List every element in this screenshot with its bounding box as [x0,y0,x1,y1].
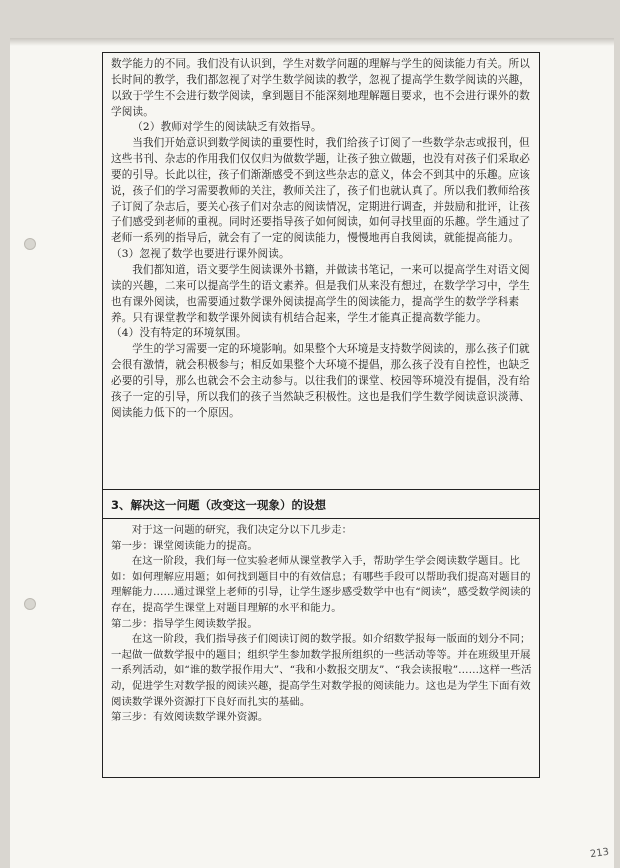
section2-text [111,57,533,421]
paragraph: 数学能力的不同。我们没有认识到，学生对数学问题的理解与学生的阅读能力有关。所以长时间的教学，我们都忽视了对学生数学阅读的教学，忽视了提高学生数学阅读的兴趣，以致于学生不会进行数学阅读，拿到题目不能深刻地理解题目要求，也不会进行课外的数学阅读。 [111,58,531,118]
paragraph: 对于这一问题的研究，我们决定分以下几步走： [131,524,353,536]
paragraph: 当我们开始意识到数学阅读的重要性时，我们给孩子订阅了一些数学杂志或报刊，但这些书刊、杂志的作用我们仅仅归为做数学题，让孩子独立做题，也没有对孩子们采取必要的引导。长此以往，孩子们渐渐感受不到这些杂志的意义，体会不到其中的乐趣。应该说，孩子们的学习需要教师的关注，教师关注了，孩子们也就认真了。所以我们教师给孩子订阅了杂志后，要关心孩子们对杂志的阅读情况，定期进行调查，并鼓励和批评，让孩子们感受到老师的重视。同时还要指导孩子如何阅读，如何寻找里面的乐趣。学生通过了老师一系列的指导后，就会有了一定的阅读能力，慢慢地再自我阅读，就能提高能力。 [111,137,531,245]
subheading: （2）教师对学生的阅读缺乏有效指导。 [132,121,322,134]
page-number: 213 [589,846,610,861]
paragraph: 在这一阶段，我们指导孩子们阅读订阅的数学报。如介绍数学报每一版面的划分不同；一起做一做数学报中的题目；组织学生参加数学报所组织的一些活动等等。并在班级里开展一系列活动，如“谁的数学报作用大”、“我和小数报交朋友”、“我会读报啦”……这样一些活动，促进学生对数学报的阅读兴趣，提高学生对数学报的阅读能力。这也是为学生下面有效阅读数学课外资源打下良好而扎实的基础。 [111,633,532,708]
section-heading: 3、解决这一问题（改变这一现象）的设想 [103,489,539,519]
paragraph: 学生的学习需要一定的环境影响。如果整个大环境是支持数学阅读的，那么孩子们就会很有激情，就会积极参与；相反如果整个大环境不提倡，那么孩子没有自控性，也缺乏必要的引导，那么也就会不会主动参与。以往我们的课堂、校园等环境没有提倡，没有给孩子一定的引导，所以我们的孩子当然缺乏积极性。这也是我们学生数学阅读意识淡薄、阅读能力低下的一个原因。 [111,343,531,419]
paragraph: 在这一阶段，我们每一位实验老师从课堂教学入手，帮助学生学会阅读数学题目。比如：如何理解应用题；如何找到题目中的有效信息；有哪些手段可以帮助我们提高对题目的理解能力……通过课堂上老师的引导，让学生逐步感受数学中也有“阅读”，感受数学阅读的存在，提高学生课堂上对题目理解的水平和能力。 [111,555,531,614]
step-title: 第一步：课堂阅读能力的提高。 [111,539,258,552]
subheading: （4）没有特定的环境氛围。 [111,327,247,340]
section3-text [111,523,533,726]
table-frame [102,52,540,778]
step-title: 第二步：指导学生阅读数学报。 [111,617,258,630]
paragraph: 我们都知道，语文要学生阅读课外书籍，并做读书笔记，一来可以提高学生对语文阅读的兴趣，二来可以提高学生的语文素养。但是我们从来没有想过，在数学学习中，学生也有课外阅读，也需要通过数学课外阅读提高学生的阅读能力，提高学生的数学学科素养。只有课堂教学和数学课外阅读有机结合起来，学生才能真正提高数学能力。 [111,263,531,324]
subheading: （3）忽视了数学也要进行课外阅读。 [111,248,290,261]
paper-edge-shadow [10,38,614,46]
step-title: 第三步：有效阅读数学课外资源。 [111,711,269,724]
binder-hole [24,238,36,250]
binder-hole [24,598,36,610]
